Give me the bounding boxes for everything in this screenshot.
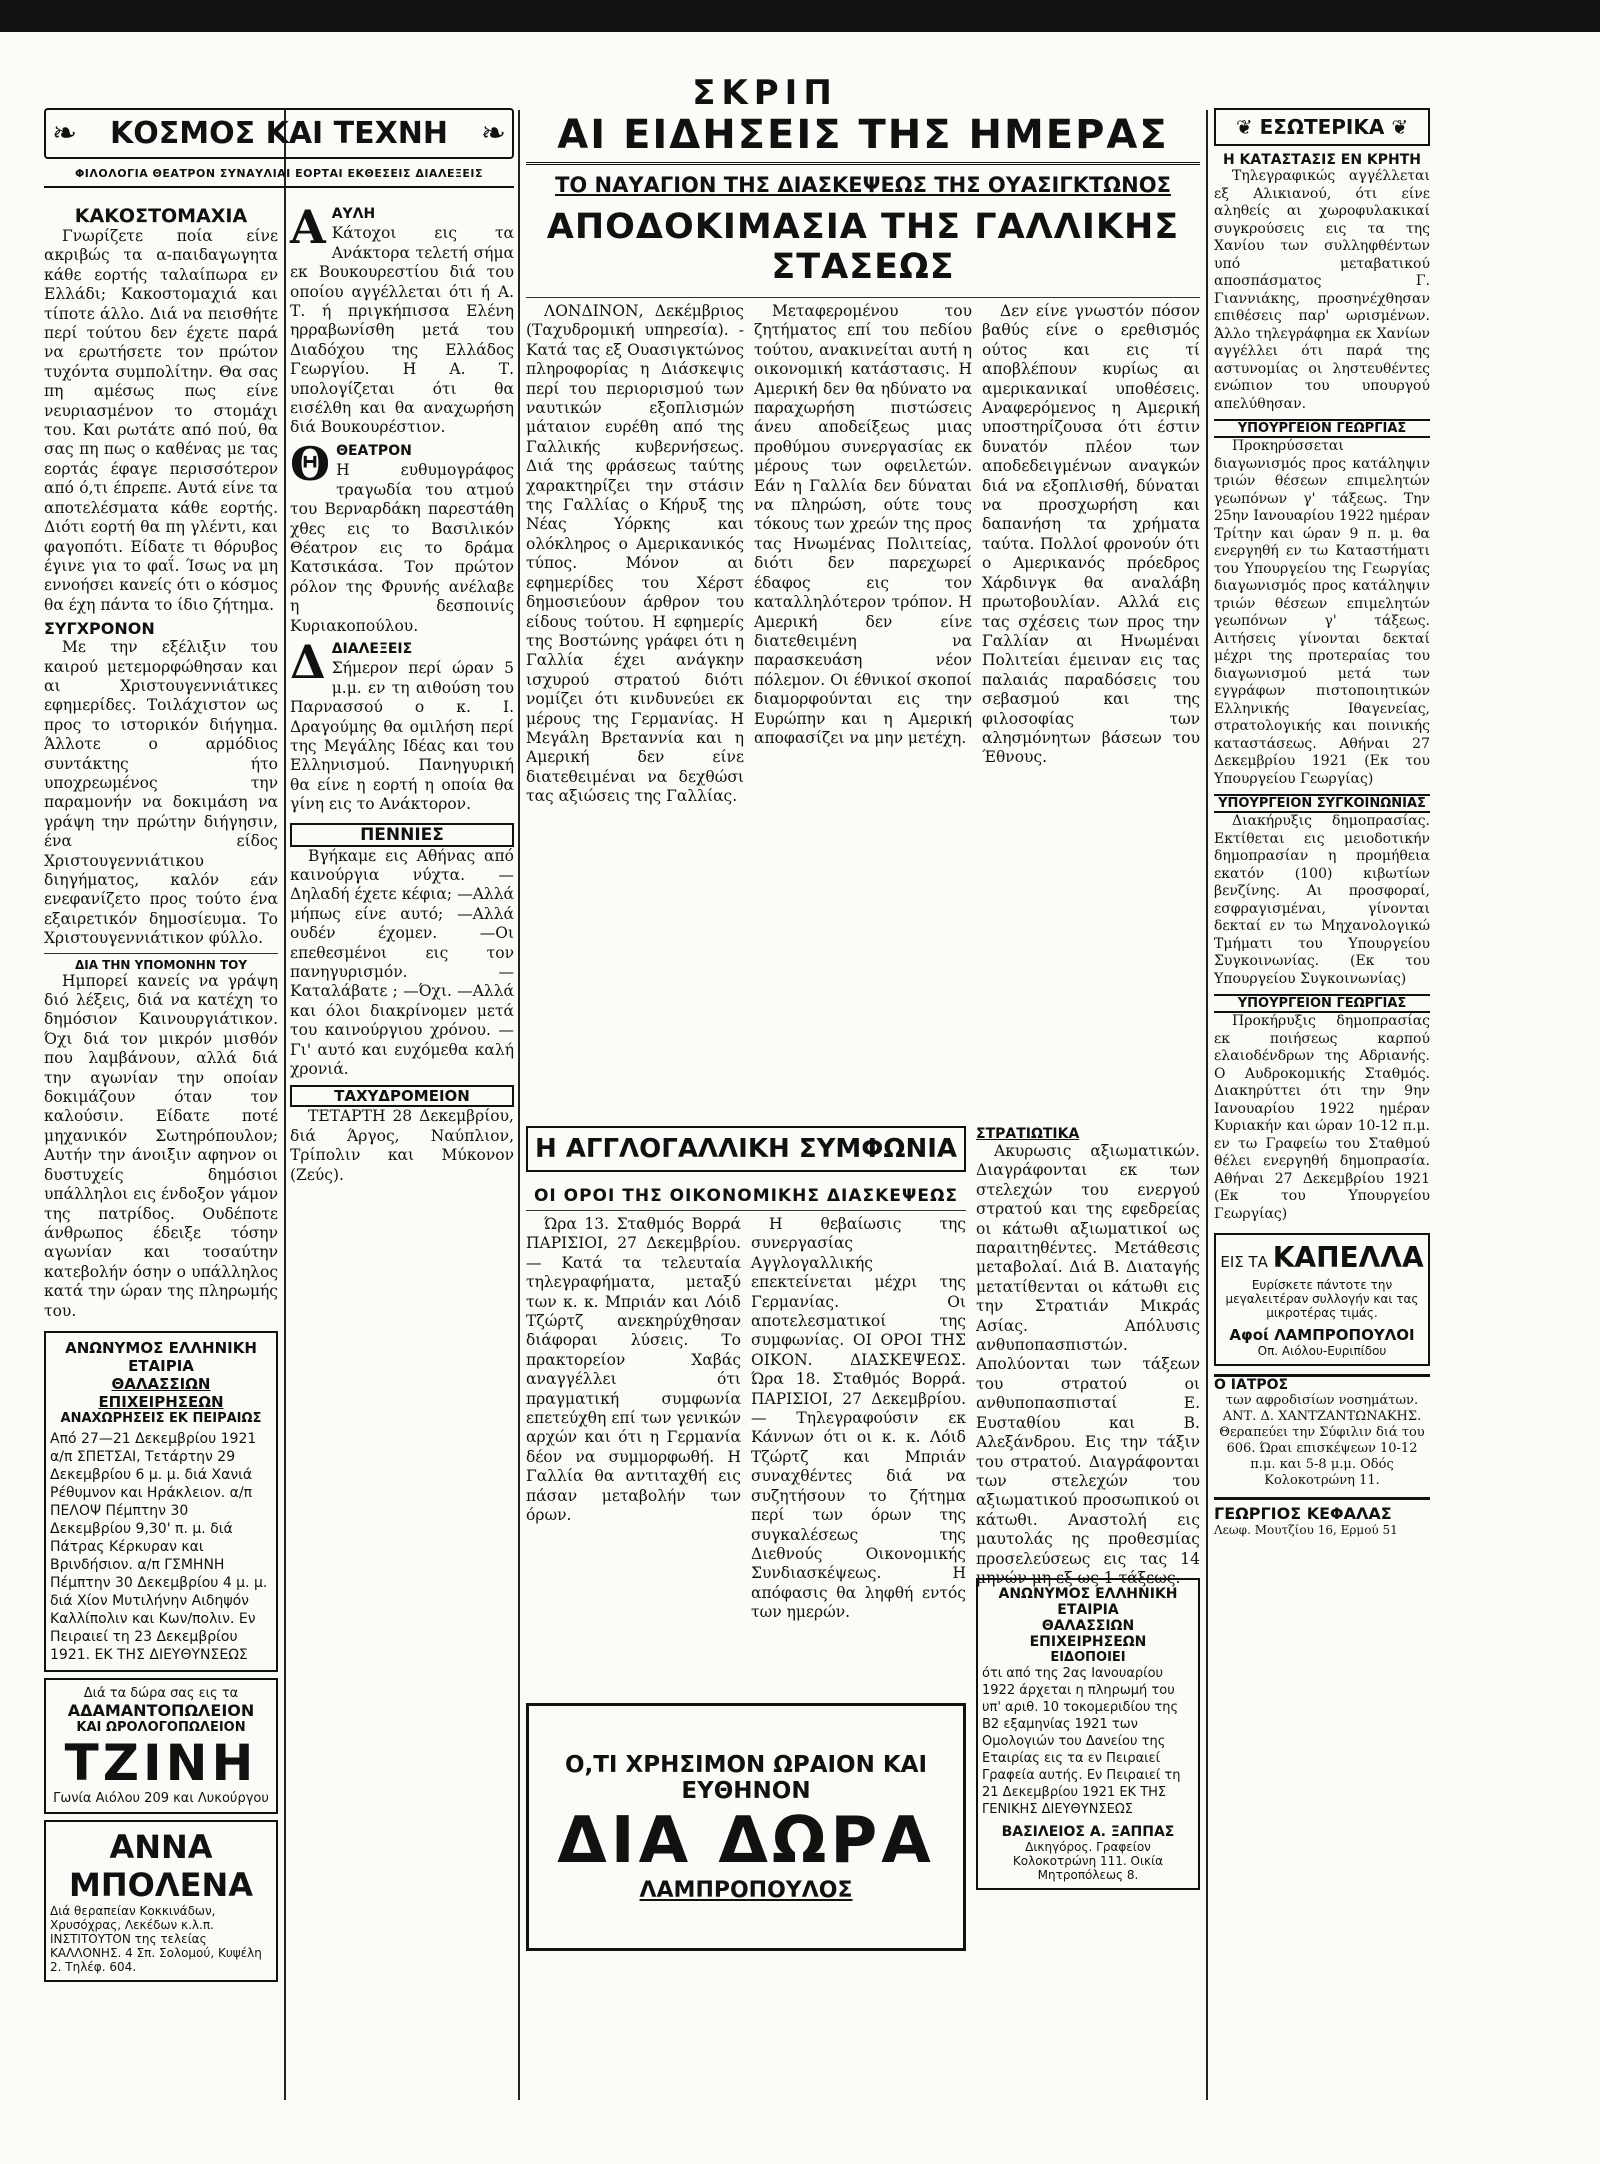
article-title-sygxronon: ΣΥΓΧΡΟΝΟΝ xyxy=(44,619,155,639)
article-title-kakostomaxia: ΚΑΚΟΣΤΟΜΑΧΙΑ xyxy=(74,205,248,227)
right-section xyxy=(1214,108,1430,2098)
ornament-icon: ❧ xyxy=(52,116,78,151)
ad-lampropoulos-dora xyxy=(526,1703,966,1951)
article-title-taxydromeion: ΤΑΧΥΔΡΟΜΕΙΟΝ xyxy=(290,1085,514,1107)
ad-address: Γωνία Αιόλου 209 και Λυκούργου xyxy=(53,1790,269,1806)
ad-doctor-title: Ο ΙΑΤΡΟΣ xyxy=(1214,1374,1430,1393)
paragraph: Κάτοχοι εις τα Ανάκτορα τελετή σήμα εκ Βουκουρεστίου διά του οποίου αγγέλλεται ότι ή Α. Τ. ή πριγκήπισσα Ελένη ηρραβωνίσθη μετά του Διαδόχου της Ελλάδος Γεωργίου. Η Α. Τ. υπολογίζεται ότι θα εισέλθη και θα αναχωρήση διά Βουκουρέστιον. xyxy=(290,224,514,437)
paragraph: Γνωρίζετε ποία είνε ακριβώς τα α-παιδαγωγητα κάθε εορτής ταλαίπωρα εν Ελλάδι; Κακοστομαχιά και τίποτε άλλο. Διά να πεισθήτε περί τούτου δεν έχετε παρά να ερωτήσετε τον πρώτον τυχόντα συμπολίτην. Θα σας πη αμέσως πως είνε νευριασμένον το στομάχι του. Και ρωτάτε από πού, θα σας πη πως ο καθένας με τας εορτάς έφαγε περισσότερον από ό,τι έπρεπε. Αυτά είνε τα αποτελέσματα κάθε εορτής. Διότι εορτή θα πη γλέντι, και φαγοπότι. Είδατε τι θόρυβος έγινε για το φαΐ. Ίσως να μη εννοήσει κανείς ότι ο κόσμος θα έχη πάντα το ίδιο ζήτημα. xyxy=(44,227,278,614)
paragraph: Δεν είνε γνωστόν πόσον βαθύς είνε ο ερεθισμός ούτος και εις τί αποβλέπουν κυρίως αι αμερικανικαί υποθέσεις. Αναφερόμενος η Αμερική υποστηρίζουσα ότι έστιν δυνατόν πλέον των αποδεδειγμένων αναγκών διά να εξοπλισθή, δύναται να προσχωρήση και δαπανήση τα χρήματα ταύτα. Πολλοί φρονούν ότι ο Αμερικανός πρόεδρος Χάρδινγκ θα αναλάβη πρωτοβουλίαν. Αλλά εις τας σχέσεις των προς την Γαλλίαν αι Ηνωμέναι Πολιτείαι έμειναν εις τας παλαιάς παραδόσεις του σεβασμού και της φιλοσοφίας των αλησμόνητων βάσεων του Έθνους. xyxy=(982,302,1200,767)
column-rule xyxy=(518,110,520,2100)
article-dialexeis xyxy=(290,634,514,815)
section-title: ΕΣΩΤΕΡΙΚΑ xyxy=(1259,115,1385,139)
paragraph: Με την εξέλιξιν του καιρού μετεμορφώθησαν και αι Χριστουγεννιάτικες εφημερίδες. Τοιλάχιστον ως προς το ιστορικόν διήγημα. Άλλοτε ο αρμόδιος συντάκτης ήτο υποχρεωμένος την παραμονήν να δοκιμάση να γράψη την πρώτην διήγησιν, ένα είδος Χριστουγεννιάτικου διηγήματος, καλόν εάν ενεφανίζετο προς τούτο ένα εξαιρετικόν δημοσίευμα. Το Χριστουγεννιάτικον φύλλο. xyxy=(44,638,278,948)
ad-subtitle: ΑΝΑΧΩΡΗΣΕΙΣ ΕΚ ΠΕΙΡΑΙΩΣ xyxy=(60,1410,262,1426)
paragraph: Τηλεγραφικώς αγγέλλεται εξ Αλικιανού, ότι είνε αληθείς αι χωροφυλακικαί συγκρούσεις εις τα της Χανίου των συλληφθέντων υπό μεταβατικού αποσπάσματος Γ. Γιαννιάκης, προσηνέχθησαν επιθέσεις παρ' ωρισμένων. Άλλο τηλεγράφημα εκ Χανίων αγγέλλει ότι παρά της αστυνομίας οι ληστευθέντες ενώπιον του υπουργού απελύθησαν. xyxy=(1214,168,1430,412)
paragraph: Σήμερον περί ώραν 5 μ.μ. εν τη αιθούση του Παρνασσού ο κ. Ι. Δραγούμης θα ομιλήση περί της Μεγάλης Ιδέας και του Ελληνισμού. Πανηγυρική θα είνε η εορτή η οποία θα γίνη εις το Ανάκτορον. xyxy=(290,659,514,814)
divider xyxy=(526,297,1200,298)
ad-line: ΛΑΜΠΡΟΠΟΥΛΟΣ xyxy=(639,1878,853,1903)
ad-shipping-notice xyxy=(976,1578,1200,1890)
article-body xyxy=(1214,1013,1430,1223)
ad-name: ΑΝΝΑ ΜΠΟΛΕΝΑ xyxy=(69,1827,253,1904)
left-column-1 xyxy=(44,205,278,2095)
ad-address: Οπ. Αιόλου-Ευριπίδου xyxy=(1257,1344,1387,1358)
box-column xyxy=(751,1215,966,1693)
section-subheader: ΦΙΛΟΛΟΓΙΑ ΘΕΑΤΡΟΝ ΣΥΝΑΥΛΙΑΙ ΕΟΡΤΑΙ ΕΚΘΕΣΕΙΣ ΔΙΑΛΕΞΕΙΣ xyxy=(74,167,484,180)
dropcap: Α xyxy=(290,200,326,254)
story-column xyxy=(526,302,744,1122)
paragraph: Ημπορεί κανείς να γράψη διό λέξεις, διά να κατέχη το δημόσιον Καινουργιάτικον. Όχι διά τον μικρόν μισθόν που λαμβάνουν, αλλά διά την αγωνίαν την οποίαν δοκιμάζουν όταν τον καλούσιν. Είδατε ποτέ μηχανικόν Σωτηρόπουλον; Αυτήν την άνοιξιν αφηνον οι δυστυχείς δημόσιοι υπάλληλοι εις ένδοξον γάμον της πατρίδος. Ουδέποτε άνθρωπος έδειξε τόσην αγωνίαν και τοσαύτην κατεβολήν όσην ο υπάλληλος κατά την ώραν της πληρωμής του. xyxy=(44,971,278,1320)
paragraph: Ώρα 13. Σταθμός Βορρά ΠΑΡΙΣΙΟΙ, 27 Δεκεμβρίου. — Κατά τα τελευταία τηλεγραφήματα, μεταξύ των κ. κ. Μπριάν και Λόιδ Τζώρτζ ανεκηρύχθησαν διάφοραι λύσεις. Το πρακτορείον Χαβάς αναγγέλλει ότι πραγματική συμφωνία επετεύχθη επί των γενικών αρχών και ότι η Γερμανία δέον να συμμορφωθή. Η Γαλλία θα αντιταχθή εις πάσαν μεταβολήν των όρων. xyxy=(526,1215,741,1525)
ad-line: ΔΙΑ ΔΩΡΑ xyxy=(557,1804,935,1878)
ad-kapella xyxy=(1214,1233,1430,1366)
ad-headline xyxy=(1220,1241,1424,1274)
ornament-icon: ❦ xyxy=(1235,115,1253,139)
ad-line: ΚΑΠΕΛΛΑ xyxy=(1272,1241,1424,1274)
article-avli xyxy=(290,200,514,438)
ad-line: ΚΑΙ ΩΡΟΛΟΓΟΠΩΛΕΙΟΝ xyxy=(76,1719,246,1735)
dropcap: Θ xyxy=(290,436,331,491)
ad-text: Δικηγόρος. Γραφείον Κολοκοτρώνη 111. Οικία Μητροπόλεως 8. xyxy=(1012,1840,1164,1882)
article-body xyxy=(44,638,278,949)
lead-story xyxy=(526,302,1200,1122)
article-title: ΑΥΛΗ xyxy=(331,206,376,222)
ad-kefalas-text: Λεωφ. Μουτζίου 16, Ερμού 51 xyxy=(1214,1523,1398,1537)
article-body xyxy=(290,1107,514,1185)
paragraph: Η θεβαίωσις της συνεργασίας Αγγλογαλλικής επεκτείνεται μέχρι της Γερμανίας. Οι αποτελεσματικοί της συμφωνίας. ΟΙ ΟΡΟΙ ΤΗΣ ΟΙΚΟΝ. ΔΙΑΣΚΕΨΕΩΣ. Ώρα 18. Σταθμός Βορρά. ΠΑΡΙΣΙΟΙ, 27 Δεκεμβρίου. — Τηλεγραφούσιν εκ Κάννων ότι οι κ. κ. Λόιδ Τζώρτζ και Μπριάν συναχθέντες διά να συζητήσουν το ζήτημα περί των όρων της συγκαλέσεως της Διεθνούς Οικονομικής Συνδιασκέψεως. Η απόφασις θα ληφθή εντός των ημερών. xyxy=(751,1215,966,1622)
ad-text: ότι από της 2ας Ιανουαρίου 1922 άρχεται η πληρωμή του υπ' αριθ. 10 τοκομεριδίου της Β2 εξαμηνίας 1921 των Ομολογιών του Δανείου της Εταιρίας εις τα εν Πειραιεί Γραφεία αυτής. Εν Πειραιεί τη 21 Δεκεμβρίου 1921 ΕΚ ΤΗΣ ΓΕΝΙΚΗΣ ΔΙΕΥΘΥΝΣΕΩΣ xyxy=(982,1666,1181,1817)
ornament-icon: ❦ xyxy=(1391,115,1409,139)
article-body xyxy=(976,1142,1200,1587)
box-column xyxy=(526,1215,741,1693)
paragraph: Μεταφερομένου του ζητήματος επί του πεδίου τούτου, ανακινείται αυτή η οικονομική κατάστασις. Η Αμερική δεν θα ηδύνατο να παραχωρήση πιστώσεις άνευ αποδείξεως μιας προθύμου συνεργασίας εκ μέρους των οφειλετών. Εάν η Γαλλία δεν δύναται να πληρώση, ούτε τους τόκους των χρεών της προς τας Ηνωμένας Πολιτείας, διότι δεν παρεχωρεί έδαφος εις τον καταλληλότερον τρόπον. Η Αμερική δεν είνε διατεθειμένη να παρασκευάση νέον πόλεμον. Οι έθνικοί σκοποί διαμορφούνται εις την Ευρώπην και η Αμερική αποφασίζει να μην μετέχη. xyxy=(754,302,972,747)
column-rule xyxy=(284,110,286,2100)
ad-jeweller-tzini xyxy=(44,1678,278,1814)
masthead: ΣΚΡΙΠ xyxy=(692,73,838,113)
article-title: ΥΠΟΥΡΓΕΙΟΝ ΓΕΩΡΓΙΑΣ xyxy=(1214,994,1430,1013)
paragraph: Ακυρωσις αξιωματικών. Διαγράφονται εκ των στελεχών του ενεργού στρατού και της εφεδρείας οι κάτωθι αξιωματικοί ως παραιτηθέντες. Μετάθεσις μεταβολαί. Διά Β. Διαταγής μετατίθενται οι κάτωθι εις την Στρατιάν Μικράς Ασίας. Απόλυσις ανθυποπασπιστών. Απολύονται των τάξεων του στρατού οι ανθυποπασπισταί Ε. Ευσταθίου και Β. Αλεξάνδρου. Εις την τάξιν του στρατού. Διαγράφονται των στελεχών του αξιωματικού προσωπικού οι κάτωθι. Αναστολή εις μαυτολάς ης προθεσμίας προσελεύσεως εις τας 14 μηνών μη εξ ως 1 τάξεως. xyxy=(976,1142,1200,1587)
paragraph: Διακήρυξις δημοπρασίας. Εκτίθεται εις μειοδοτικήν δημοπρασίαν η προμήθεια εκατόν (100) κιβωτίων βενζίνης. Αι προσφοραί, εσφραγισμέναι, γίνονται δεκταί εν τω Μηχανολογικώ Τμήματι του Υπουργείου Συγκοινωνίας. (Εκ του Υπουργείου Συγκοινωνίας) xyxy=(1214,813,1430,987)
divider xyxy=(526,1210,966,1211)
ad-kefalas-name: ΓΕΩΡΓΙΟΣ ΚΕΦΑΛΑΣ xyxy=(1214,1497,1430,1523)
ad-text: Από 27—21 Δεκεμβρίου 1921 α/π ΣΠΕΤΣΑΙ, Τετάρτην 29 Δεκεμβρίου 6 μ. μ. διά Χανιά Ρέθυμνον και Ηράκλειον. α/π ΠΕΛΟΨ Πέμπτην 30 Δεκεμβρίου 9,30' π. μ. διά Πάτρας Κέρκυραν και Βρινδήσιον. α/π ΓΣΜΗΝΗ Πέμπτην 30 Δεκεμβρίου 4 μ. μ. διά Χίον Μυτιλήνην Αιδηψόν Καλλίπολιν και Κων/πολιν. Εν Πειραιεί τη 23 Δεκεμβρίου 1921. ΕΚ ΤΗΣ ΔΙΕΥΘΥΝΣΕΩΣ xyxy=(50,1430,268,1663)
section-header-eidiseis: ΑΙ ΕΙΔΗΣΕΙΣ ΤΗΣ ΗΜΕΡΑΣ xyxy=(526,108,1200,165)
ad-name: ΤΖΙΝΗ xyxy=(64,1733,258,1792)
column-rule xyxy=(1206,110,1208,2100)
ad-text: Διά θεραπείαν Κοκκινάδων, Χρυσόχρας, Λεκέδων κ.λ.π. ΙΝΣΤΙΤΟΥΤΟΝ της τελείας ΚΑΛΛΟΝΗΣ. 4 Σπ. Σολομού, Κυψέλη 2. Τηλέφ. 604. xyxy=(50,1903,262,1974)
ornament-icon: ❧ xyxy=(480,116,506,151)
center-section xyxy=(526,108,1200,2098)
article-title-pennies: ΠΕΝΝΙΕΣ xyxy=(290,823,514,847)
box-body xyxy=(526,1215,966,1693)
section-title: ΚΟΣΜΟΣ ΚΑΙ ΤΕΧΝΗ xyxy=(110,116,448,151)
lower-center xyxy=(526,1126,1200,1951)
article-title: ΘΕΑΤΡΟΝ xyxy=(336,442,412,459)
article-body xyxy=(1214,168,1430,413)
article-title: ΣΤΡΑΤΙΩΤΙΚΑ xyxy=(976,1126,1080,1142)
article-body xyxy=(44,227,278,615)
ad-line: ΕΙΣ ΤΑ xyxy=(1220,1253,1268,1271)
article-title: ΥΠΟΥΡΓΕΙΟΝ ΓΕΩΡΓΙΑΣ xyxy=(1214,419,1430,438)
article-title: ΔΙΑΛΕΞΕΙΣ xyxy=(331,640,413,657)
ad-text: Ευρίσκετε πάντοτε την μεγαλειτέραν συλλογήν και τας μικροτέρας τιμάς. xyxy=(1225,1278,1419,1320)
article-body xyxy=(44,972,278,1321)
article-body xyxy=(1214,813,1430,988)
article-body xyxy=(290,847,514,1080)
kicker-headline: ΤΟ ΝΑΥΑΓΙΟΝ ΤΗΣ ΔΙΑΣΚΕΨΕΩΣ ΤΗΣ ΟΥΑΣΙΓΚΤΩΝΟΣ xyxy=(555,173,1171,197)
ad-line: Ο,ΤΙ ΧΡΗΣΙΜΟΝ ΩΡΑΙΟΝ ΚΑΙ ΕΥΘΗΝΟΝ xyxy=(564,1752,928,1804)
ad-name: ΒΑΣΙΛΕΙΟΣ Α. ΞΑΠΠΑΣ xyxy=(1001,1824,1175,1840)
ad-line: ΑΔΑΜΑΝΤΟΠΩΛΕΙΟΝ xyxy=(67,1700,255,1720)
left-column-2 xyxy=(290,200,514,2095)
box-anglogalliki xyxy=(526,1126,966,1951)
paragraph: Προκήρυξις δημοπρασίας εκ ποιήσεως καρπού ελαιοδένδρων της Αδριανής. Ο Αυδροκομικής Σταθμός. Διακηρύττει ότι την 9ην Ιανουαρίου 1922 ημέραν Κυριακήν και ώραν 10-12 π.μ. εν τω Γραφείω του Σταθμού θέλει ενεργηθή δημοπρασία. Αθήναι 27 Δεκεμβρίου 1921 (Εκ του Υπουργείου Γεωργίας) xyxy=(1214,1013,1430,1222)
section-header-esoterika xyxy=(1214,108,1430,146)
ad-company: ΑΝΩΝΥΜΟΣ ΕΛΛΗΝΙΚΗ ΕΤΑΙΡΙΑ xyxy=(65,1338,257,1375)
left-section xyxy=(44,108,514,194)
top-black-bar xyxy=(0,0,1600,32)
paragraph: Η ευθυμογράφος τραγωδία του ατμού του Βερναρδάκη παρεστάθη χθες εις το Βασιλικόν Θέατρον εις το δράμα Κατσικάσα. Τον πρώτον ρόλον της Φρυνής ανέλαβε η δεσποινίς Κυριακοπούλου. xyxy=(290,461,514,635)
paragraph: Προκηρύσσεται διαγωνισμός προς κατάληψιν τριών θέσεων επιμελητών γεωπόνων γ' τάξεως. Την 25ην Ιανουαρίου 1922 ημέραν Τρίτην και ώραν 9 π. μ. θα ενεργηθή εν τω Καταστήματι του Υπουργείου της Γεωργίας διαγωνισμός προς κατάληψιν τριών θέσεων επιμελητών γεωπόνων γ' τάξεως. Αιτήσεις γίνονται δεκταί μέχρι της προτεραίας του διαγωνισμού μετά των εγγράφων πιστοποιητικών Ελληνικής Ιθαγενείας, στρατολογικής και ποινικής καταστάσεως. Αθήναι 27 Δεκεμβρίου 1921 (Εκ του Υπουργείου Γεωργίας) xyxy=(1214,438,1430,787)
story-column xyxy=(982,302,1200,1122)
ad-line: Διά τα δώρα σας εις τα xyxy=(83,1685,239,1701)
article-body xyxy=(1214,438,1430,788)
ad-title: ΘΑΛΑΣΣΙΩΝ ΕΠΙΧΕΙΡΗΣΕΩΝ xyxy=(1029,1618,1147,1650)
ad-title: ΘΑΛΑΣΣΙΩΝ ΕΠΙΧΕΙΡΗΣΕΩΝ xyxy=(98,1374,224,1411)
dropcap: Δ xyxy=(290,634,326,689)
paragraph: ΤΕΤΑΡΤΗ 28 Δεκεμβρίου, διά Άργος, Ναύπλιον, Τρίπολιν και Μύκονον (Ζεύς). xyxy=(290,1107,514,1184)
main-headline: ΑΠΟΔΟΚΙΜΑΣΙΑ ΤΗΣ ΓΑΛΛΙΚΗΣ ΣΤΑΣΕΩΣ xyxy=(546,207,1180,287)
ad-subtitle: ΕΙΔΟΠΟΙΕΙ xyxy=(1050,1650,1126,1665)
article-theatron xyxy=(290,436,514,636)
story-column xyxy=(754,302,972,1122)
ad-name: Αφοί ΛΑΜΠΡΟΠΟΥΛΟΙ xyxy=(1229,1326,1415,1344)
divider xyxy=(44,953,278,954)
article-title-ypomoni: ΔΙΑ ΤΗΝ ΥΠΟΜΟΝΗΝ ΤΟΥ xyxy=(74,957,248,972)
article-title: Η ΚΑΤΑΣΤΑΣΙΣ ΕΝ ΚΡΗΤΗ xyxy=(1222,152,1422,168)
ad-doctor-text: των αφροδισίων νοσημάτων. ΑΝΤ. Δ. ΧΑΝΤΖΑΝΤΩΝΑΚΗΣ. Θεραπεύει την Σύφιλιν διά του 606. Ώραι επισκέψεων 10-12 π.μ. και 5-8 μ.μ. Οδός Κολοκοτρώνη 11. xyxy=(1219,1393,1425,1488)
box-title: Η ΑΓΓΛΟΓΑΛΛΙΚΗ ΣΥΜΦΩΝΙΑ xyxy=(526,1126,966,1172)
ad-company: ΑΝΩΝΥΜΟΣ ΕΛΛΗΝΙΚΗ ΕΤΑΙΡΙΑ xyxy=(998,1586,1178,1618)
column-stratiotika xyxy=(976,1126,1200,1951)
ad-anna-bolena xyxy=(44,1820,278,1982)
divider xyxy=(44,186,514,188)
article-title: ΥΠΟΥΡΓΕΙΟΝ ΣΥΓΚΟΙΝΩΝΙΑΣ xyxy=(1214,794,1430,813)
ad-shipping-company xyxy=(44,1331,278,1672)
paragraph: ΛΟΝΔΙΝΟΝ, Δεκέμβριος (Ταχυδρομική υπηρεσία). - Κατά τας εξ Ουασιγκτώνος πληροφορίας η Διάσκεψις περί του περιορισμού των ναυτικών εξοπλισμών μάταιον ευρέθη από της Γαλλικής κυβερνήσεως. Διά της φράσεως ταύτης χαρακτηρίζει την στάσιν της Γαλλίας ο Κήρυξ της Νέας Υόρκης και ολόκληρος ο Αμερικανικός τύπος. Μόνον αι εφημερίδες του Χέρστ δημοσιεύουν άρθρον του είδους τούτου. Η εφημερίς της Βοστώνης γράφει ότι η Γαλλία έχει ανάγκην ισχυρού στρατού διότι νομίζει ότι κινδυνεύει εκ μέρους της Γερμανίας. Η Μεγάλη Βρεταννία και η Αμερική δεν είνε διατεθειμέναι να δεχθώσι τας αξιώσεις της Γαλλίας. xyxy=(526,302,744,806)
paragraph: Βγήκαμε εις Αθήνας από καινούργια νύχτα. —Δηλαδή έχετε κέφια; —Αλλά μήπως είνε αυτό; —Αλλά ουδέν έχομεν. —Οι επεθεσμένοι εις τον πανηγυρισμόν. —Καταλάβατε ; —Όχι. —Αλλά και όλοι διακρίνομεν μετά του καινούργιου χρόνου. —Γι' αυτό και ευχόμεθα καλή χρονιά. xyxy=(290,846,514,1079)
section-header-kosmos xyxy=(44,108,514,159)
box-subtitle: ΟΙ ΟΡΟΙ ΤΗΣ ΟΙΚΟΝΟΜΙΚΗΣ ΔΙΑΣΚΕΨΕΩΣ xyxy=(533,1186,959,1206)
